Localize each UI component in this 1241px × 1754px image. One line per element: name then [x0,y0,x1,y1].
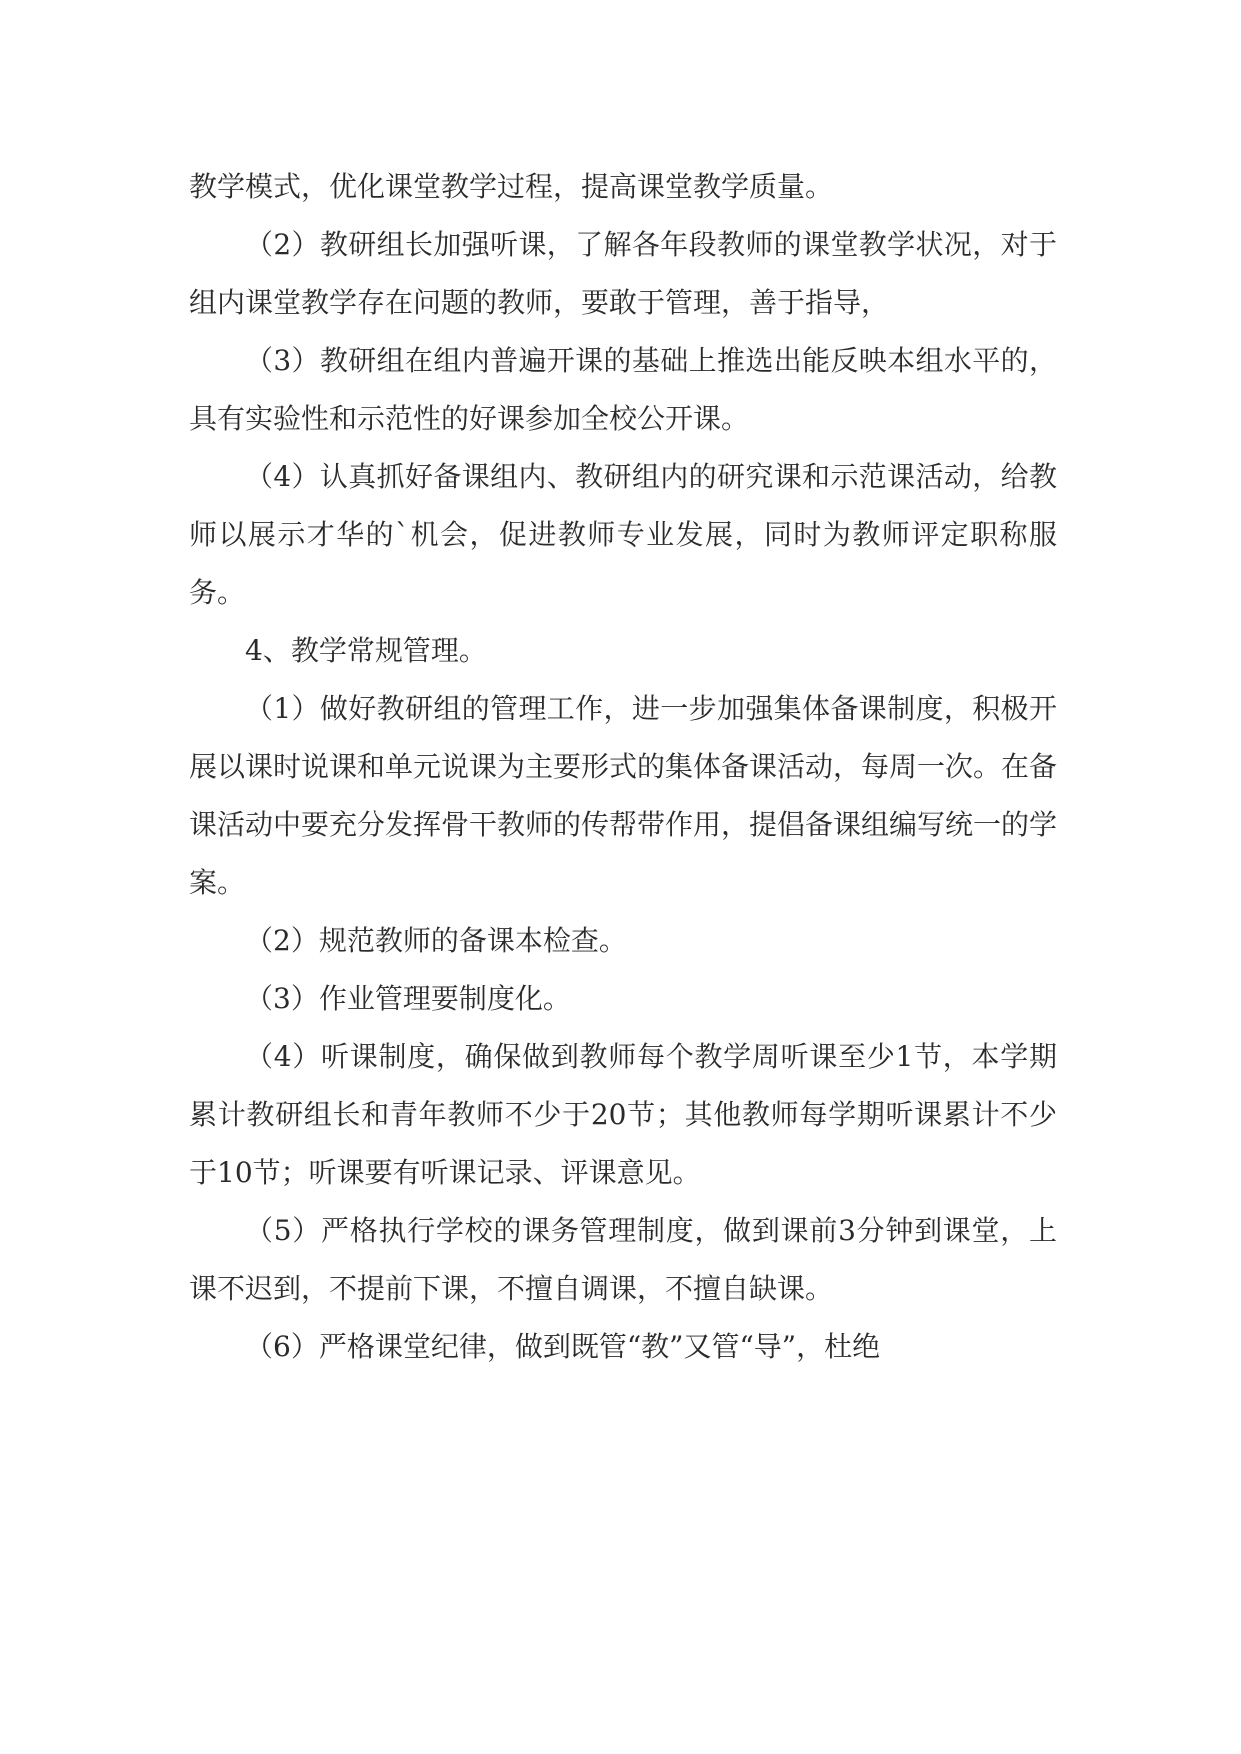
paragraph-item-5-course-management: （5）严格执行学校的课务管理制度，做到课前3分钟到课堂，上课不迟到，不提前下课，不擅自调课，不擅自缺课。 [189,1214,1057,1305]
paragraph-item-2-lesson-plan-check: （2）规范教师的备课本检查。 [245,924,627,957]
paragraph-item-6-discipline: （6）严格课堂纪律，做到既管“教”又管“导”，杜绝 [245,1330,881,1363]
paragraph-continuation: 教学模式，优化课堂教学过程，提高课堂教学质量。 [189,170,834,203]
section-heading-routine-management: 4、教学常规管理。 [245,634,487,667]
paragraph-item-2-listening: （2）教研组长加强听课，了解各年段教师的课堂教学状况，对于组内课堂教学存在问题的教师，要敢于管理，善于指导， [189,228,1057,319]
document-body [189,158,1057,1376]
paragraph-item-1-group-management: （1）做好教研组的管理工作，进一步加强集体备课制度，积极开展以课时说课和单元说课为主要形式的集体备课活动，每周一次。在备课活动中要充分发挥骨干教师的传帮带作用，提倡备课组编写统一的学案。 [189,692,1058,899]
paragraph-item-3-open-class: （3）教研组在组内普遍开课的基础上推选出能反映本组水平的，具有实验性和示范性的好课参加全校公开课。 [189,344,1057,435]
paragraph-item-4-listening-system: （4）听课制度，确保做到教师每个教学周听课至少1节，本学期累计教研组长和青年教师不少于20节；其他教师每学期听课累计不少于10节；听课要有听课记录、评课意见。 [189,1040,1057,1189]
paragraph-item-4-demo-class: （4）认真抓好备课组内、教研组内的研究课和示范课活动，给教师以展示才华的`机会，促进教师专业发展，同时为教师评定职称服务。 [189,460,1057,609]
paragraph-item-3-homework: （3）作业管理要制度化。 [245,982,571,1015]
